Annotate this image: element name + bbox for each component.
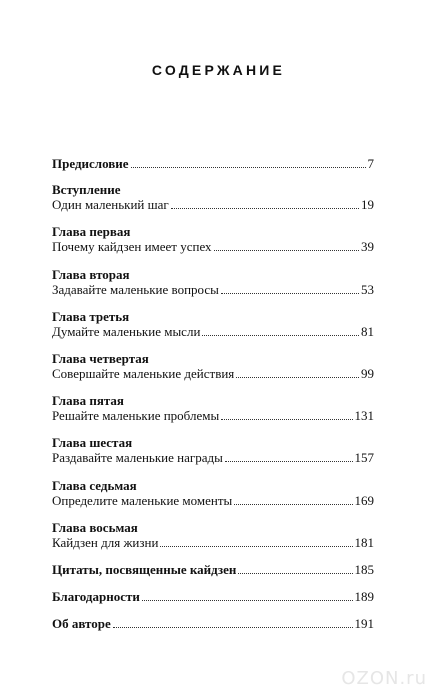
toc-entry (52, 156, 374, 172)
page-heading: СОДЕРЖАНИЕ (151, 62, 286, 78)
toc-line (52, 589, 374, 605)
toc-line (52, 156, 374, 172)
toc-entry (52, 309, 374, 340)
toc-page-number: 53 (361, 282, 374, 297)
toc-line-label: Один маленький шаг (52, 197, 169, 212)
toc-line-label: Решайте маленькие проблемы (52, 408, 220, 423)
dot-leader (113, 627, 353, 628)
dot-leader (171, 208, 359, 209)
toc-page-number: 81 (361, 324, 374, 339)
toc-chapter-title: Вступление (52, 182, 121, 197)
toc-page-number: 169 (354, 493, 374, 508)
toc-line (52, 493, 374, 509)
toc-line-label: Определите маленькие моменты (52, 493, 233, 508)
toc-line-label: Совершайте маленькие действия (52, 366, 235, 381)
toc-page-number: 185 (354, 562, 374, 577)
toc-line (52, 324, 374, 340)
toc-line-label: Думайте маленькие мысли (52, 324, 201, 339)
toc-entry (52, 562, 374, 578)
toc-entry (52, 267, 374, 298)
toc-line-label: Цитаты, посвященные кайдзен (52, 562, 237, 577)
toc-entry (52, 182, 374, 213)
toc-line-label: Благодарности (52, 589, 140, 604)
dot-leader (160, 546, 352, 547)
toc-chapter-title: Глава восьмая (52, 520, 138, 535)
toc-chapter-title: Глава шестая (52, 435, 133, 450)
toc-page-number: 7 (367, 156, 374, 171)
toc-line (52, 239, 374, 255)
toc-page-number: 157 (354, 450, 374, 465)
dot-leader (221, 419, 352, 420)
toc-page-number: 19 (361, 197, 374, 212)
toc-line (52, 366, 374, 382)
dot-leader (236, 377, 359, 378)
toc-entry (52, 435, 374, 466)
dot-leader (214, 250, 359, 251)
dot-leader (202, 335, 359, 336)
toc-entry (52, 351, 374, 382)
toc-line (52, 408, 374, 424)
toc-line-label: Почему кайдзен имеет успех (52, 239, 212, 254)
dot-leader (234, 504, 352, 505)
dot-leader (142, 600, 353, 601)
toc-page-number: 181 (354, 535, 374, 550)
dot-leader (238, 573, 352, 574)
toc-page-number: 191 (354, 616, 374, 631)
toc-line (52, 616, 374, 632)
toc-chapter-title: Глава пятая (52, 393, 124, 408)
toc-chapter-title: Глава третья (52, 309, 130, 324)
toc-page-number: 189 (354, 589, 374, 604)
toc-entry (52, 520, 374, 551)
toc-chapter-title: Глава четвертая (52, 351, 149, 366)
toc-line (52, 282, 374, 298)
dot-leader (225, 461, 353, 462)
toc-line (52, 535, 374, 551)
toc-line (52, 197, 374, 213)
toc-entry (52, 224, 374, 255)
toc-entry (52, 393, 374, 424)
dot-leader (221, 293, 359, 294)
dot-leader (131, 167, 366, 168)
toc-line-label: Об авторе (52, 616, 111, 631)
ozon-watermark: OZON.ru (341, 668, 427, 689)
toc-line-label: Кайдзен для жизни (52, 535, 159, 550)
toc-line (52, 450, 374, 466)
toc-line-label: Задавайте маленькие вопросы (52, 282, 219, 297)
toc-entry (52, 478, 374, 509)
toc-page-number: 99 (361, 366, 374, 381)
toc-page-number: 131 (354, 408, 374, 423)
toc-line (52, 562, 374, 578)
toc-line-label: Предисловие (52, 156, 129, 171)
toc-page-number: 39 (361, 239, 374, 254)
toc-chapter-title: Глава вторая (52, 267, 130, 282)
toc-chapter-title: Глава седьмая (52, 478, 137, 493)
toc-entry (52, 589, 374, 605)
toc-line-label: Раздавайте маленькие награды (52, 450, 223, 465)
toc-chapter-title: Глава первая (52, 224, 131, 239)
toc-entry (52, 616, 374, 632)
